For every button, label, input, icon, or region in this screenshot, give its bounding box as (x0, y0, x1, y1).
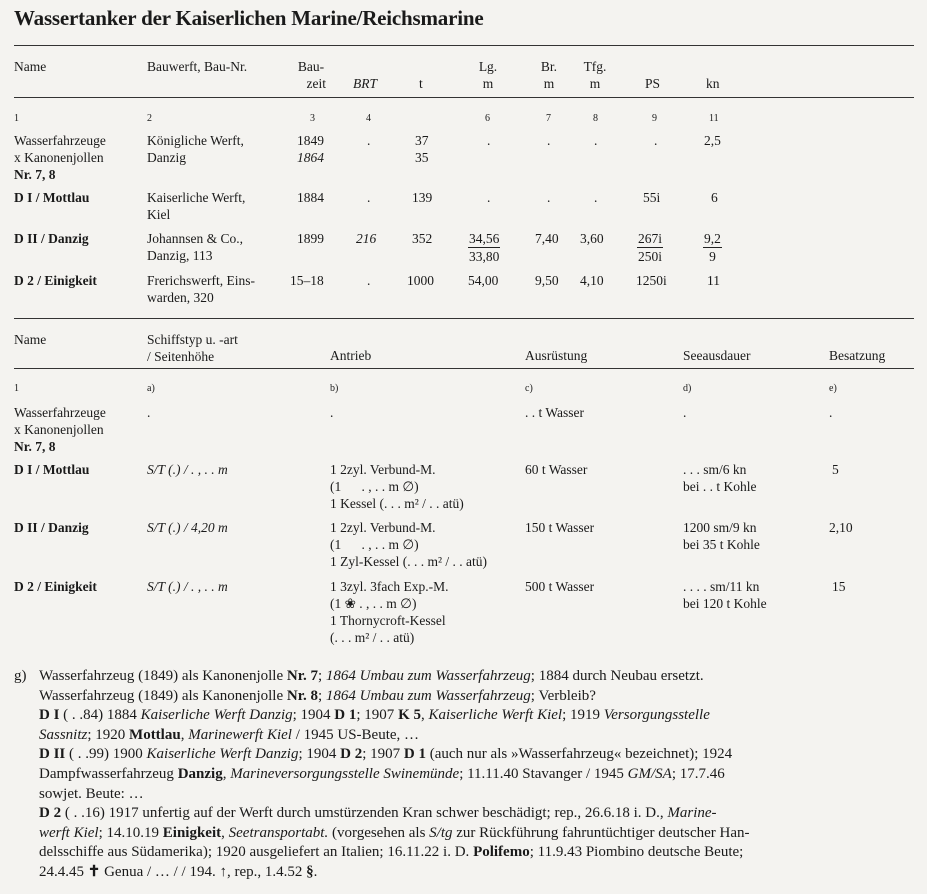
t1-row1-name: Wasserfahrzeuge x Kanonenjollen Nr. 7, 8 (14, 133, 106, 182)
t1-row4-ps: 1250i (636, 273, 667, 288)
t1-row4-br: 9,50 (535, 273, 559, 288)
t1-row2-bauzeit: 1884 (297, 190, 324, 205)
t1-colnum: 8 (593, 113, 598, 124)
t1-row3-kn: $\frac{9,2}{9}$ (704, 231, 721, 264)
t1-row3-name: D II / Danzig (14, 231, 89, 246)
t2-colletter: e) (829, 383, 837, 394)
t2-row1-see: . (683, 405, 687, 420)
note-line: Wasserfahrzeug (1849) als Kanonenjolle Nr. 8; 1864 Umbau zum Wasserfahrzeug; Verbleib? (39, 687, 596, 704)
t1-colnum: 11 (709, 113, 719, 124)
notes-block (14, 667, 919, 883)
t1-row1-t: 37 35 (415, 133, 429, 165)
notes-label: g) (14, 668, 27, 684)
t1-colnum: 9 (652, 113, 657, 124)
t1-row2-lg: . (487, 190, 491, 205)
t2-colletter: b) (330, 383, 339, 394)
t1-colnum: 4 (366, 113, 371, 124)
t1-colnum: 1 (14, 113, 19, 124)
t1-row2-werft: Kaiserliche Werft, Kiel (147, 190, 246, 222)
t1-header-kn: kn (706, 76, 720, 91)
t1-row1-tfg: . (594, 133, 598, 148)
t1-row2-brt: . (367, 190, 371, 205)
note-line: Sassnitz; 1920 Mottlau, Marinewerft Kiel / 1945 US-Beute, … (39, 726, 420, 743)
t2-row3-ausruestung: 150 t Wasser (525, 520, 595, 535)
t1-row4-tfg: 4,10 (580, 273, 604, 288)
t1-row1-brt: . (367, 133, 371, 148)
t1-header-lg: Lg. m (478, 59, 498, 91)
note-line: 24.4.45 ✝ Genua / … / / 194. ↑, rep., 1.4.52 §. (39, 863, 318, 880)
note-line: D I ( . .84) 1884 Kaiserliche Werft Danzig; 1904 D 1; 1907 K 5, Kaiserliche Werft Kiel; 1919 Versorgungsstelle (39, 707, 710, 724)
note-line: Wasserfahrzeug (1849) als Kanonenjolle Nr. 7; 1864 Umbau zum Wasserfahrzeug; 1884 durch Neubau ersetzt. (39, 668, 704, 684)
t1-colnum: 7 (546, 113, 551, 124)
t2-row4-typ: S/T (.) / . , . . m (147, 579, 228, 594)
t1-row4-kn: 11 (707, 273, 720, 288)
t2-header-ausruestung: Ausrüstung (525, 348, 588, 363)
t1-row3-tfg: 3,60 (580, 231, 604, 246)
t1-header-brt: BRT (353, 76, 378, 91)
t2-row3-typ: S/T (.) / 4,20 m (147, 520, 228, 535)
t2-row1-name: Wasserfahrzeuge x Kanonenjollen Nr. 7, 8 (14, 405, 106, 454)
t1-row1-kn: 2,5 (704, 133, 721, 148)
t2-row2-antrieb: 1 2zyl. Verbund-M. (1 . , . . m ∅) 1 Kessel (. . . m² / . . atü) (330, 462, 464, 511)
page-title: Wassertanker der Kaiserlichen Marine/Reichsmarine (14, 6, 484, 30)
note-line: D II ( . .99) 1900 Kaiserliche Werft Danzig; 1904 D 2; 1907 D 1 (auch nur als »Wasserfahrzeug« bezeichnet); 1924 (39, 746, 733, 763)
t2-header-typ: Schiffstyp u. -art / Seitenhöhe (147, 332, 238, 364)
t2-header-besatzung: Besatzung (829, 348, 886, 363)
t1-row1-ps: . (654, 133, 658, 148)
t1-colnum: 2 (147, 113, 152, 124)
t2-header-antrieb: Antrieb (330, 348, 372, 363)
t2-row1-ausruestung: . . t Wasser (525, 405, 585, 420)
t2-colnum: 1 (14, 383, 19, 394)
t1-row2-ps: 55i (643, 190, 661, 205)
table1-top-rule (14, 45, 914, 46)
t1-row1-bauzeit: 1849 1864 (297, 133, 324, 165)
t1-row3-lg: $\frac{34,56}{33,80}$ (469, 231, 500, 264)
t1-header-t: t (419, 76, 423, 91)
t2-row2-ausruestung: 60 t Wasser (525, 462, 588, 477)
t2-row3-name: D II / Danzig (14, 520, 89, 535)
t2-colletter: d) (683, 383, 692, 394)
t1-row3-t: 352 (412, 231, 433, 246)
note-line: werft Kiel; 14.10.19 Einigkeit, Seetransportabt. (vorgesehen als S/tg zur Rückführung fahruntüchtiger deutscher Han- (39, 824, 750, 841)
t1-row2-kn: 6 (711, 190, 718, 205)
t2-row4-antrieb: 1 3zyl. 3fach Exp.-M. (1 ❀ . , . . m ∅) 1 Thornycroft-Kessel (. . . m² / . . atü) (330, 579, 449, 645)
t2-row4-ausruestung: 500 t Wasser (525, 579, 595, 594)
t1-row4-bauzeit: 15–18 (290, 273, 324, 288)
t2-row3-besatzung: 2,10 (829, 520, 853, 535)
t2-row2-see: . . . sm/6 kn bei . . t Kohle (683, 462, 757, 494)
t1-row4-werft: Frerichswerft, Eins- warden, 320 (147, 273, 255, 305)
note-line: D 2 ( . .16) 1917 unfertig auf der Werft durch umstürzenden Kran schwer beschädigt; rep., 26.6.18 i. D., Marine- (39, 805, 717, 822)
note-line: sowjet. Beute: … (39, 785, 144, 802)
t1-row2-name: D I / Mottlau (14, 190, 90, 205)
t2-row2-name: D I / Mottlau (14, 462, 90, 477)
t2-row1-antrieb: . (330, 405, 334, 420)
note-line: Dampfwasserfahrzeug Danzig, Marineversorgungsstelle Swinemünde; 11.11.40 Stavanger / 1945 GM/SA; 17.7.46 (39, 765, 725, 782)
note-line: delsschiffe aus Südamerika); 1920 ausgeliefert an Italien; 16.11.22 i. D. Polifemo; 11.9.43 Piombino deutsche Beute; (39, 844, 744, 861)
t1-row3-ps: $\frac{267i}{250i}$ (638, 231, 663, 264)
t2-row2-besatzung: 5 (832, 462, 839, 477)
t2-row4-see: . . . . sm/11 kn bei 120 t Kohle (683, 579, 767, 611)
t1-row3-bauzeit: 1899 (297, 231, 324, 246)
t1-row4-lg: 54,00 (468, 273, 499, 288)
t2-row4-besatzung: 15 (832, 579, 846, 594)
t2-row1-besatzung: . (829, 405, 833, 420)
t1-row1-br: . (547, 133, 551, 148)
t2-header-seeausdauer: Seeausdauer (683, 348, 751, 363)
t2-header-name: Name (14, 332, 47, 347)
t1-header-br: Br. m (540, 59, 558, 91)
t1-header-werft: Bauwerft, Bau-Nr. (147, 59, 248, 74)
t1-row3-br: 7,40 (535, 231, 559, 246)
t2-row3-antrieb: 1 2zyl. Verbund-M. (1 . , . . m ∅) 1 Zyl-Kessel (. . . m² / . . atü) (330, 520, 488, 569)
t1-row3-brt: 216 (356, 231, 377, 246)
t2-row2-typ: S/T (.) / . , . . m (147, 462, 228, 477)
table2-header-rule (14, 368, 914, 369)
t1-header-name: Name (14, 59, 47, 74)
t1-header-tfg: Tfg. m (583, 59, 607, 91)
t1-row4-name: D 2 / Einigkeit (14, 273, 97, 288)
t1-row1-lg: . (487, 133, 491, 148)
t1-row4-brt: . (367, 273, 371, 288)
t2-colletter: c) (525, 383, 533, 394)
t1-row2-tfg: . (594, 190, 598, 205)
t1-row4-t: 1000 (407, 273, 434, 288)
table2-top-rule (14, 318, 914, 319)
t1-header-ps: PS (645, 76, 661, 91)
t1-row2-br: . (547, 190, 551, 205)
t1-row2-t: 139 (412, 190, 433, 205)
t1-header-bauzeit: Bau- zeit (297, 59, 326, 91)
t2-row3-see: 1200 sm/9 kn bei 35 t Kohle (683, 520, 760, 552)
t2-colletter: a) (147, 383, 155, 394)
table1-header-rule (14, 97, 914, 98)
t2-row4-name: D 2 / Einigkeit (14, 579, 97, 594)
t1-row1-werft: Königliche Werft, Danzig (147, 133, 244, 165)
t1-row3-werft: Johannsen & Co., Danzig, 113 (147, 231, 243, 263)
t2-row1-typ: . (147, 405, 151, 420)
t1-colnum: 3 (310, 113, 315, 124)
t1-colnum: 6 (485, 113, 490, 124)
